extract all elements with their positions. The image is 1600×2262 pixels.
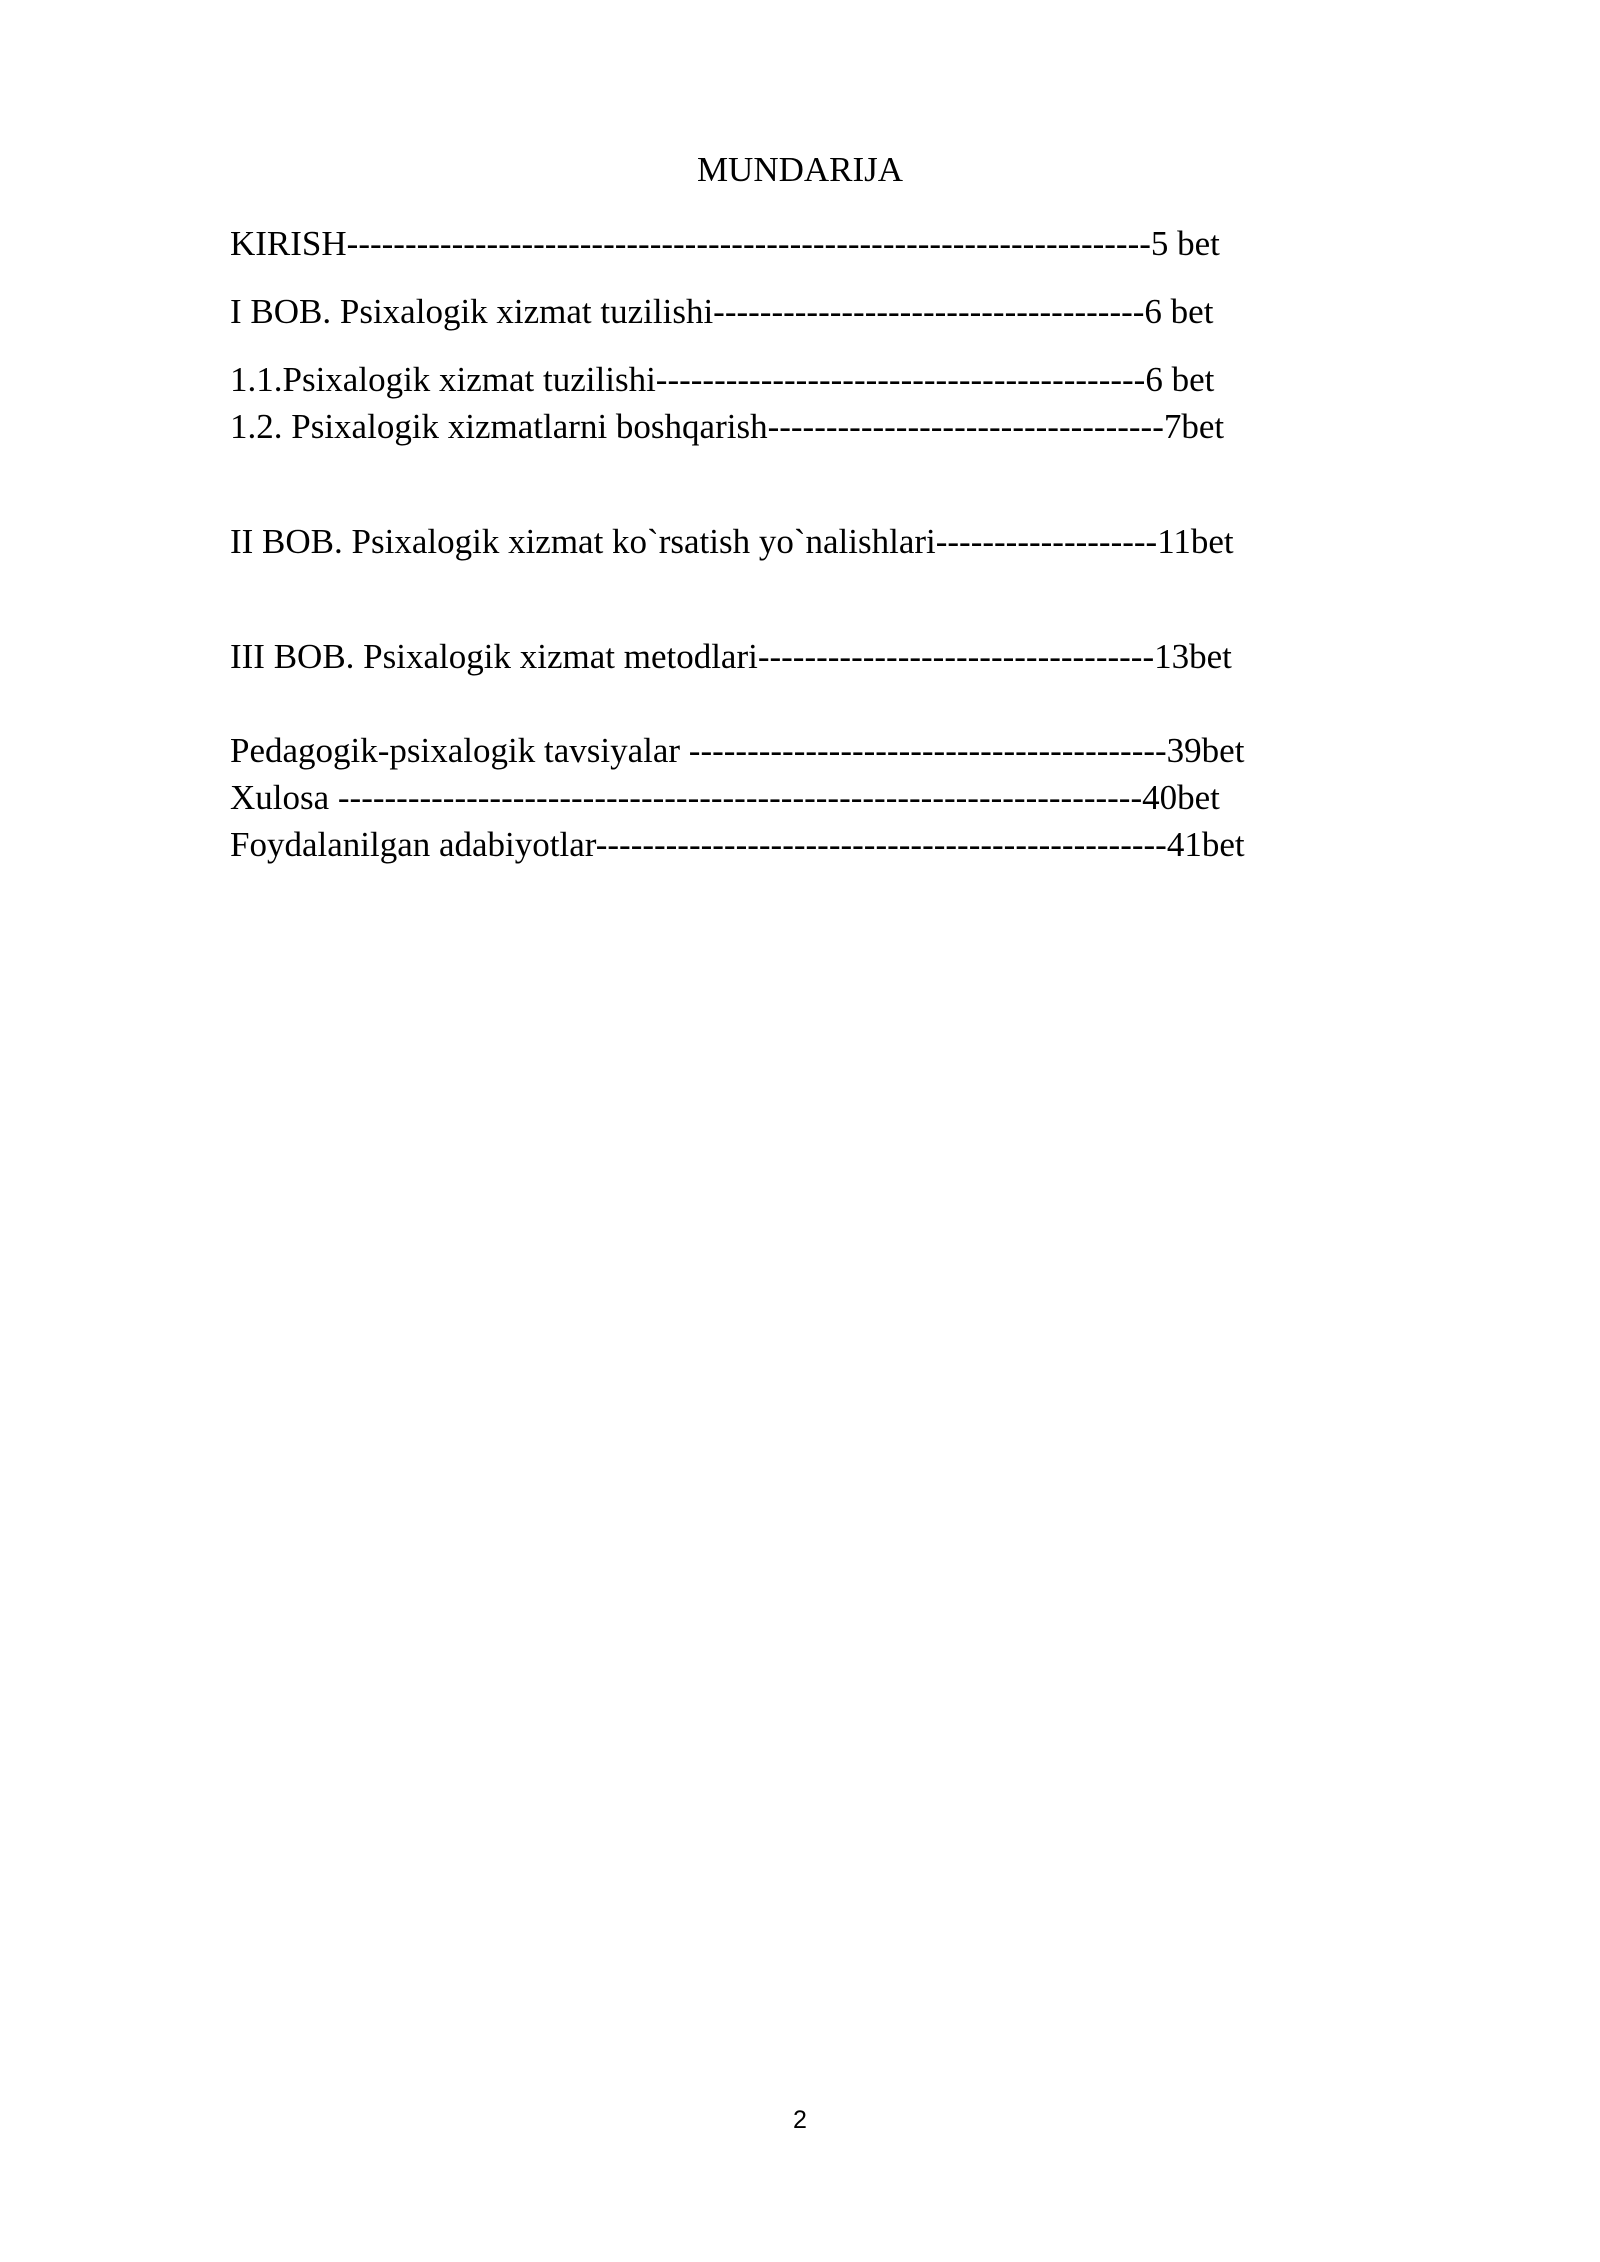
toc-entry-conclusion: Xulosa ---------------------------------------------------------------------40bet <box>230 778 1220 817</box>
toc-entry-chapter-1: I BOB. Psixalogik xizmat tuzilishi-------------------------------------6 bet <box>230 292 1214 331</box>
toc-entry-chapter-2: II BOB. Psixalogik xizmat ko`rsatish yo`nalishlari-------------------11bet <box>230 522 1234 561</box>
toc-entry-section-1-1: 1.1.Psixalogik xizmat tuzilishi------------------------------------------6 bet <box>230 360 1215 399</box>
page-title: MUNDARIJA <box>696 150 904 189</box>
toc-entry-chapter-3: III BOB. Psixalogik xizmat metodlari----------------------------------13bet <box>230 637 1232 676</box>
page-number: 2 <box>793 2106 807 2134</box>
toc-entry-recommendations: Pedagogik-psixalogik tavsiyalar -----------------------------------------39bet <box>230 731 1245 770</box>
toc-entry-references: Foydalanilgan adabiyotlar-------------------------------------------------41bet <box>230 825 1245 864</box>
toc-entry-kirish: KIRISH---------------------------------------------------------------------5 bet <box>230 224 1220 263</box>
toc-entry-section-1-2: 1.2. Psixalogik xizmatlarni boshqarish----------------------------------7bet <box>230 407 1225 446</box>
